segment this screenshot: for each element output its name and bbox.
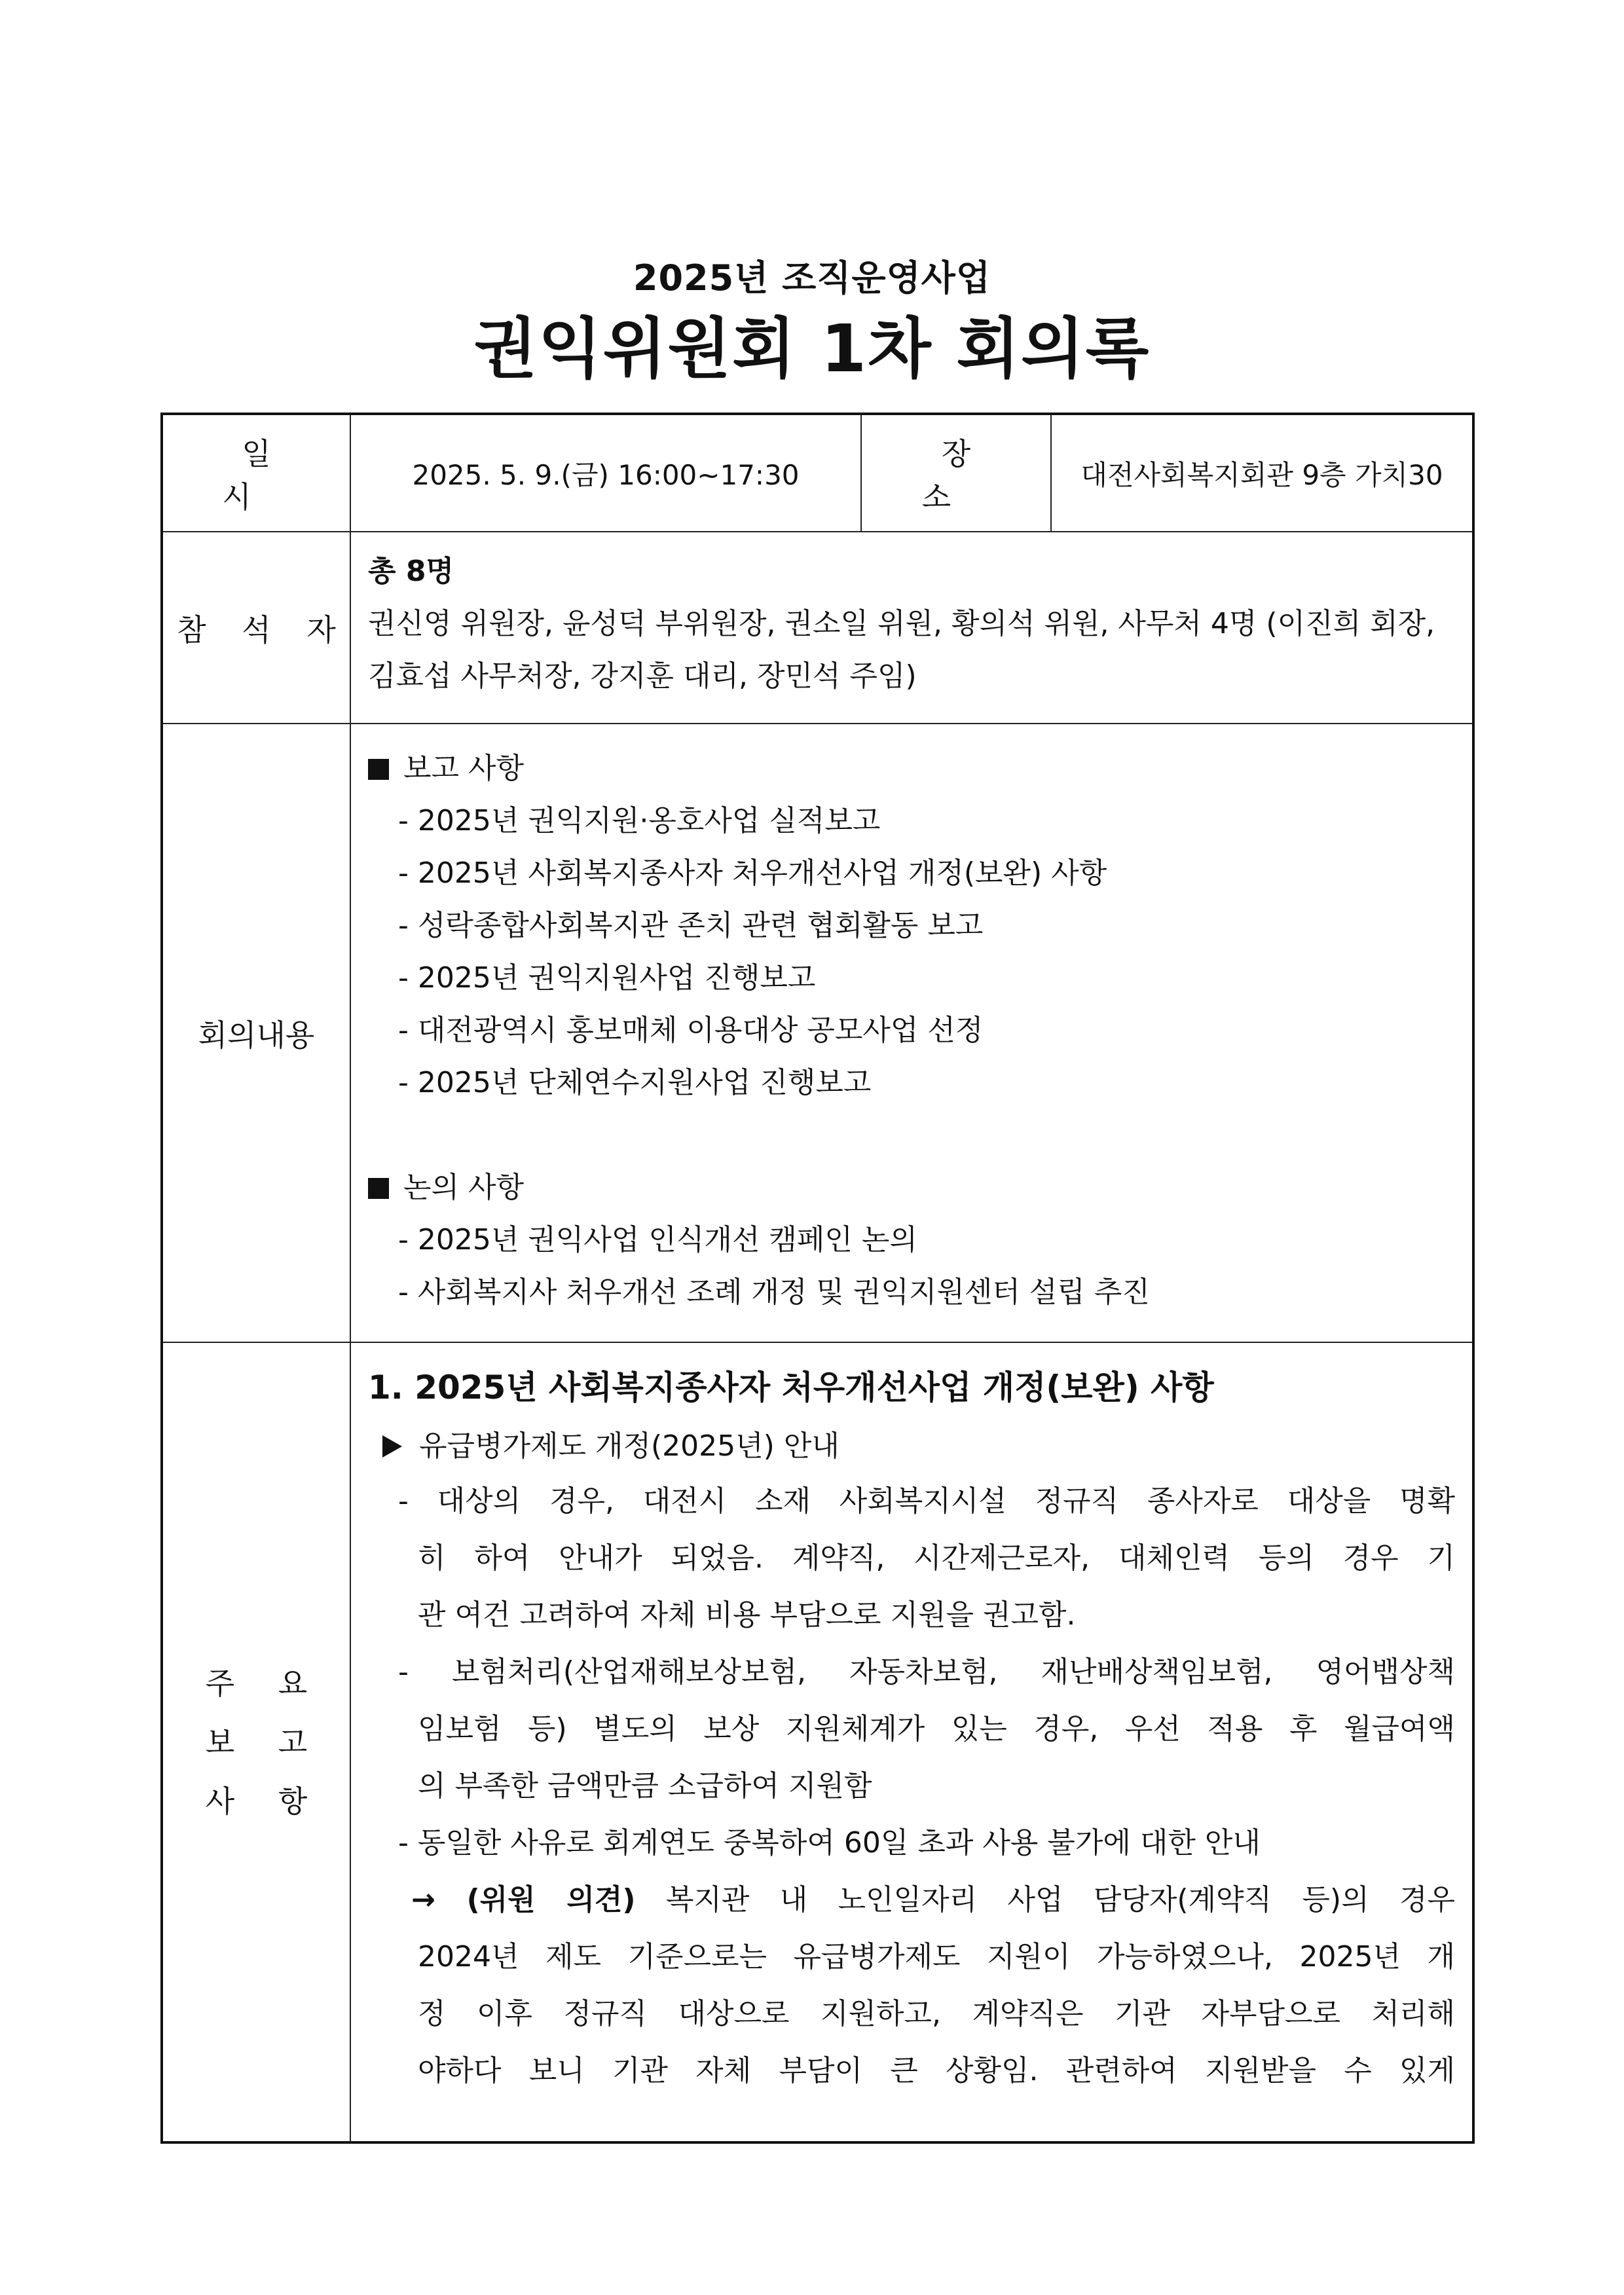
discussion-item: - 사회복지사 처우개선 조례 개정 및 권익지원센터 설립 추진 <box>398 1276 1150 1309</box>
place-label: 장 소 <box>861 414 1051 532</box>
document-title: 권익위원회 1차 회의록 <box>473 310 1151 387</box>
black-square-icon <box>368 759 389 780</box>
report-item: - 2025년 사회복지종사자 처우개선사업 개정(보완) 사항 <box>398 856 1107 890</box>
report-item: - 2025년 권익지원·옹호사업 실적보고 <box>398 804 881 837</box>
report-item: - 대전광역시 홍보매체 이용대상 공모사업 선정 <box>398 1014 984 1047</box>
sub-heading: 유급병가제도 개정(2025년) 안내 <box>368 1420 1455 1473</box>
attendees-cell <box>350 532 1473 724</box>
report-item: - 2025년 권익지원사업 진행보고 <box>398 961 816 995</box>
paragraph-line: 히 하여 안내가 되었음. 계약직, 시간제근로자, 대체인력 등의 경우 기 <box>418 1541 1455 1575</box>
section-title: 1. 2025년 사회복지종사자 처우개선사업 개정(보완) 사항 <box>368 1368 1214 1406</box>
report-item: - 2025년 단체연수지원사업 진행보고 <box>398 1066 872 1099</box>
discussion-heading: 논의 사항 <box>368 1162 1455 1214</box>
attendees-label: 참 석 자 <box>162 532 350 724</box>
attendees-row <box>162 532 1473 724</box>
date-label: 일 시 <box>162 414 350 532</box>
paragraph-line: 의 부족한 금액만큼 소급하여 지원함 <box>418 1769 872 1803</box>
paragraph-line: 정 이후 정규직 대상으로 지원하고, 계약직은 기관 자부담으로 처리해 <box>418 1997 1455 2030</box>
main-report-row <box>162 1342 1473 2142</box>
black-square-icon <box>368 1178 389 1199</box>
document-subtitle: 2025년 조직운영사업 <box>633 257 991 299</box>
agenda-cell <box>350 724 1473 1342</box>
document-header <box>0 255 1624 392</box>
discussion-item: - 2025년 권익사업 인식개선 캠페인 논의 <box>398 1223 917 1257</box>
opinion-line: → (위원 의견) 복지관 내 노인일자리 사업 담당자(계약직 등)의 경우 <box>411 1883 1455 1917</box>
meta-row <box>162 414 1473 532</box>
paragraph-line: - 보험처리(산업재해보상보험, 자동차보험, 재난배상책임보험, 영어뱁상책 <box>398 1655 1455 1689</box>
attendees-line: 김효섭 사무처장, 강지훈 대리, 장민석 주임) <box>368 659 917 693</box>
triangle-bullet-icon <box>382 1435 402 1458</box>
attendees-line: 권신영 위원장, 윤성덕 부위원장, 권소일 위원, 황의석 위원, 사무처 4명 (이진희 회장, <box>368 607 1435 640</box>
report-item: - 성락종합사회복지관 존치 관련 협회활동 보고 <box>398 909 984 942</box>
main-report-label: 주 요 보 고 사 항 <box>162 1342 350 2142</box>
paragraph-line: - 동일한 사유로 회계연도 중복하여 60일 초과 사용 불가에 대한 안내 <box>398 1826 1261 1860</box>
paragraph-line: 야하다 보니 기관 자체 부담이 큰 상황임. 관련하여 지원받을 수 있게 <box>418 2054 1455 2087</box>
date-value: 2025. 5. 9.(금) 16:00~17:30 <box>350 414 861 532</box>
main-report-cell <box>350 1342 1473 2142</box>
attendees-total: 총 8명 <box>368 555 454 588</box>
minutes-table <box>160 413 1475 2144</box>
paragraph-line: - 대상의 경우, 대전시 소재 사회복지시설 정규직 종사자로 대상을 명확 <box>398 1484 1455 1518</box>
place-value: 대전사회복지회관 9층 가치30 <box>1051 414 1473 532</box>
paragraph-line: 임보험 등) 별도의 보상 지원체계가 있는 경우, 우선 적용 후 월급여액 <box>418 1712 1455 1746</box>
agenda-label: 회의내용 <box>162 724 350 1342</box>
agenda-row <box>162 724 1473 1342</box>
paragraph-line: 2024년 제도 기준으로는 유급병가제도 지원이 가능하였으나, 2025년 개 <box>418 1940 1455 1974</box>
opinion-label: → (위원 의견) <box>411 1883 636 1917</box>
paragraph-line: 관 여건 고려하여 자체 비용 부담으로 지원을 권고함. <box>418 1598 1076 1632</box>
report-heading: 보고 사항 <box>368 743 1455 795</box>
